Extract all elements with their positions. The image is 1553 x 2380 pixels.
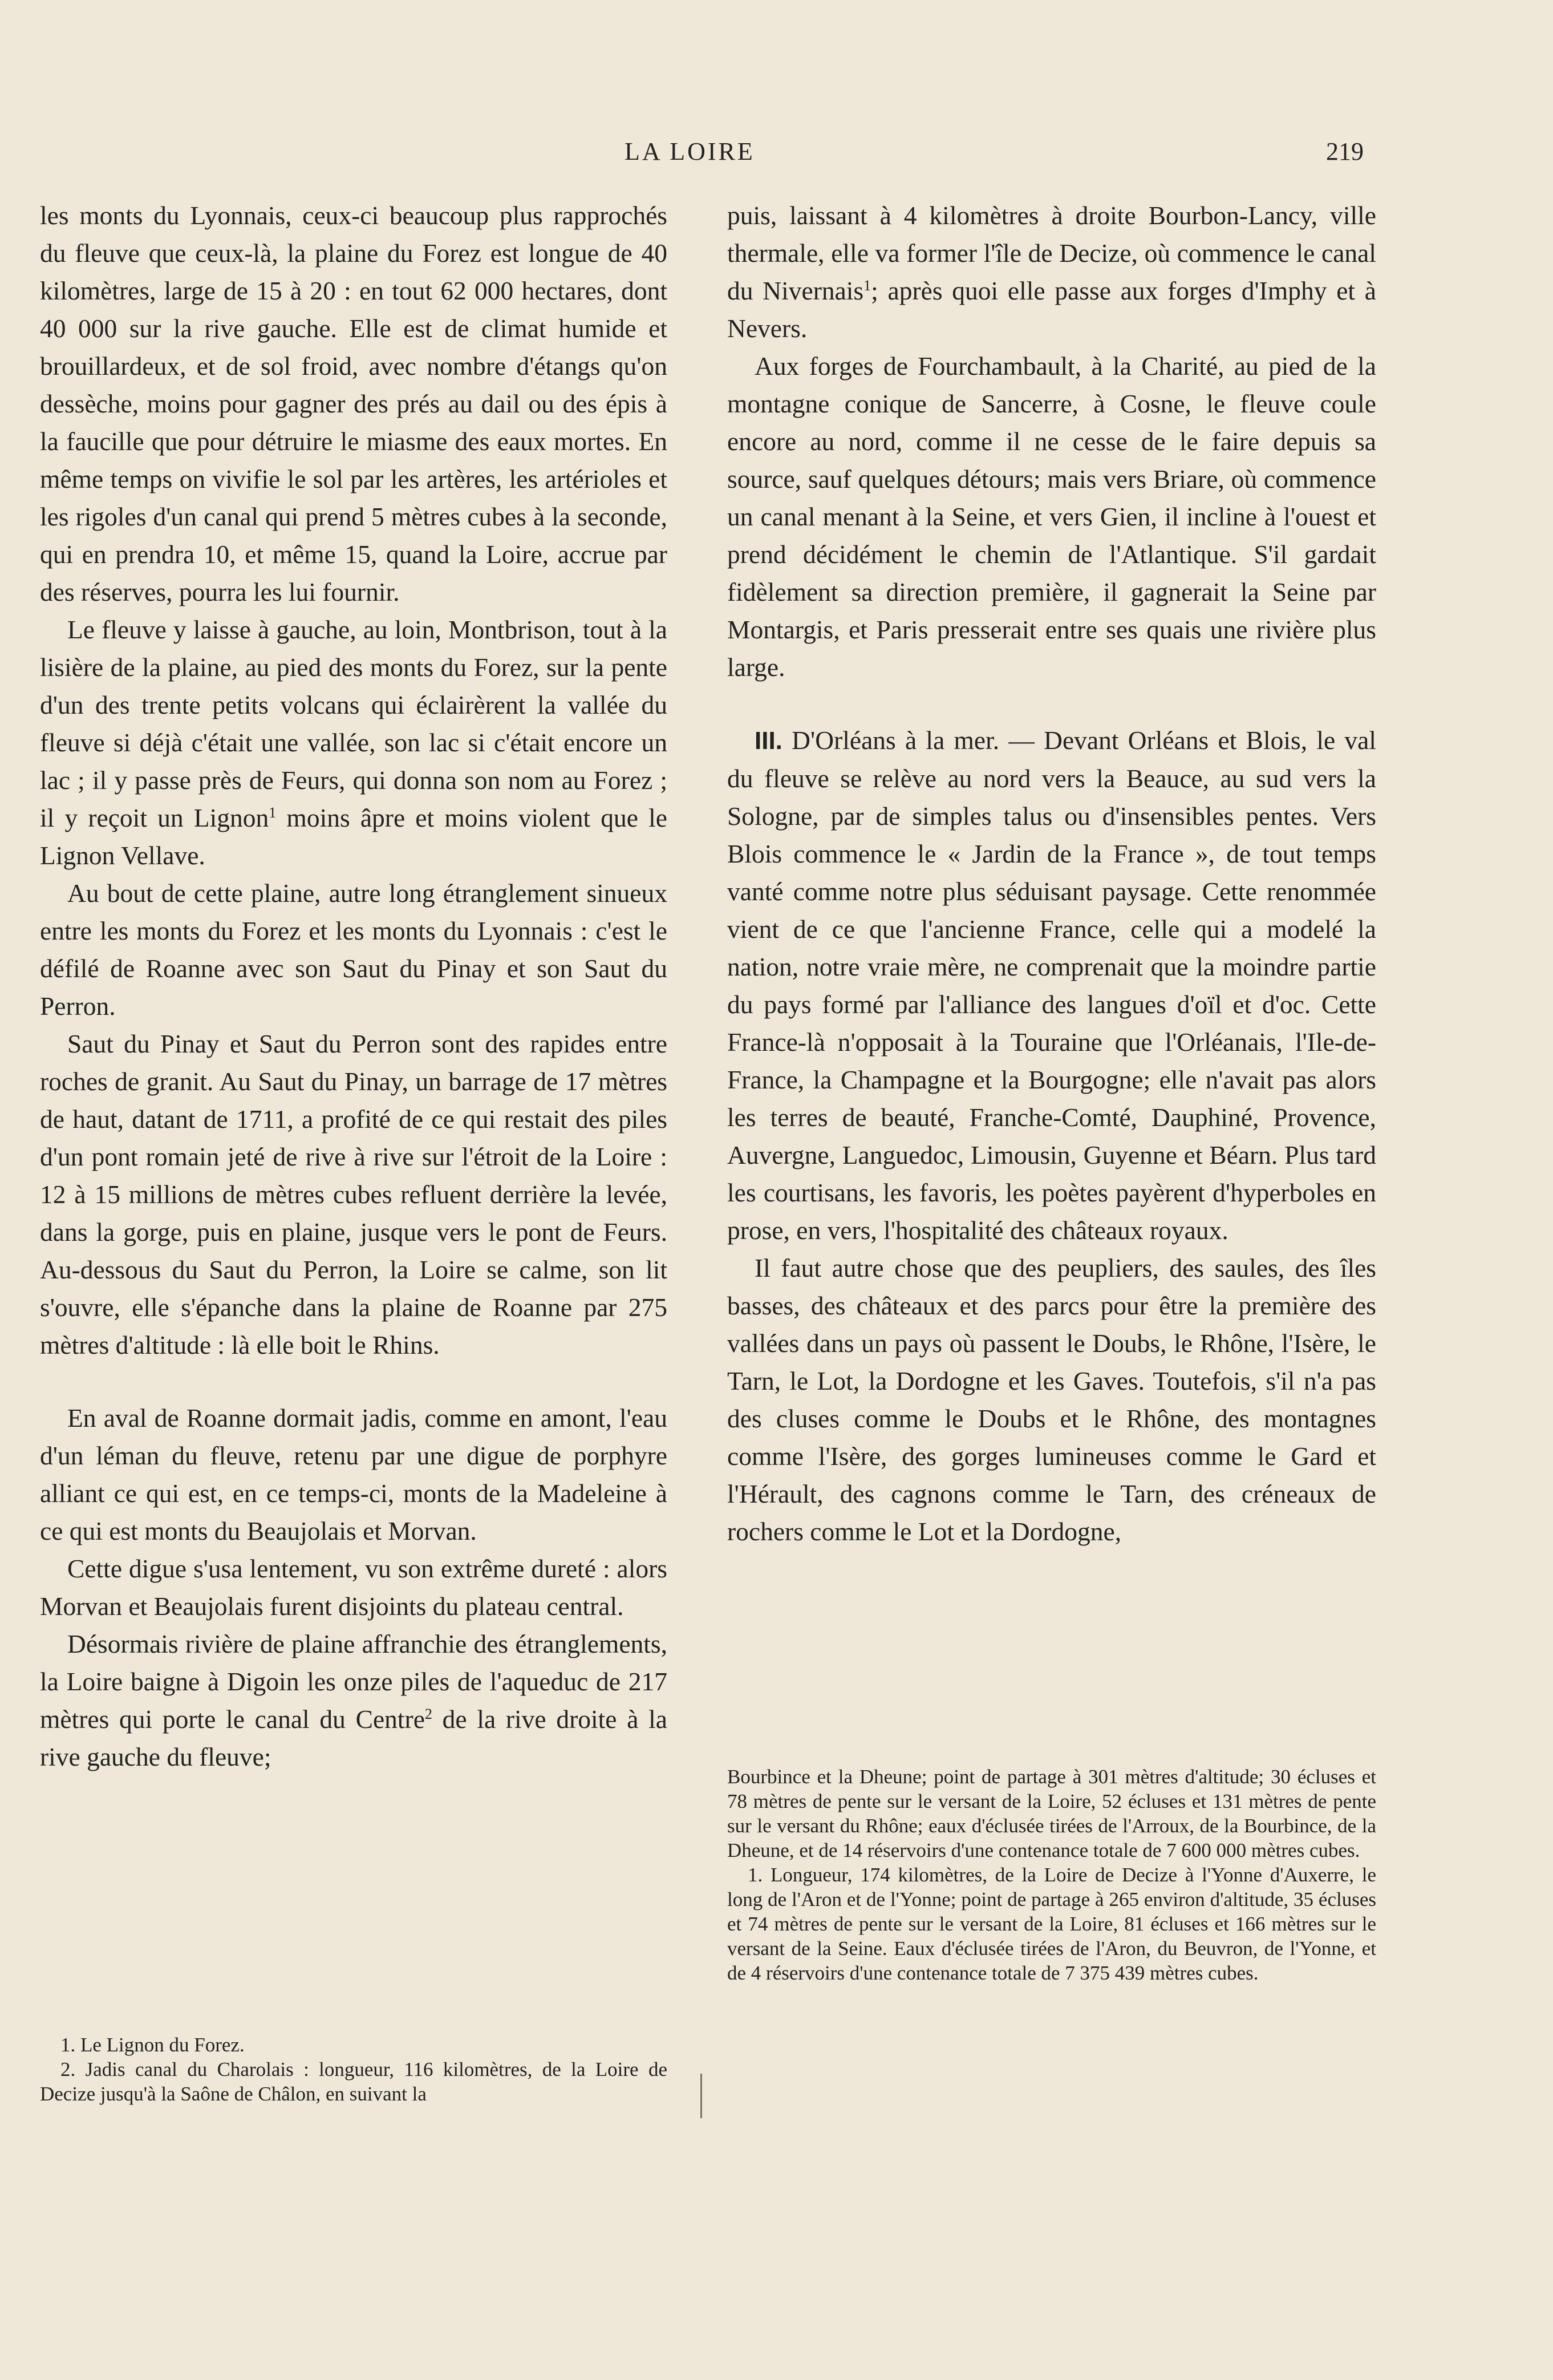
footnote-marker: 1 — [269, 804, 277, 821]
paragraph: Saut du Pinay et Saut du Perron sont des rapides entre roches de granit. Au Saut du Pinay, un barrage de 17 mètres de haut, datant de 1711, a profité de ce qui restait des piles d'un pont romain jeté de rive à rive sur l'étroit de la Loire : 12 à 15 millions de mètres cubes refluent derrière la levée, dans la gorge, puis en plaine, jusque vers le pont de Feurs. Au-dessous du Saut du Perron, la Loire se calme, son lit s'ouvre, elle s'épanche dans la plaine de Roanne par 275 mètres d'altitude : là elle boit le Rhins. — [40, 1029, 667, 1359]
paragraph: puis, laissant à 4 kilomètres à droite Bourbon-Lancy, ville thermale, elle va former l'île de Decize, où commence le canal du Nivernais$^1$; après quoi elle passe aux forges d'Imphy et à Nevers. — [727, 201, 1376, 343]
paragraph: En aval de Roanne dormait jadis, comme en amont, l'eau d'un léman du fleuve, retenu par une digue de porphyre alliant ce qui est, en ce temps-ci, monts de la Madeleine à ce qui est monts du Beaujolais et Morvan. — [40, 1403, 667, 1545]
paragraph: Il faut autre chose que des peupliers, des saules, des îles basses, des châteaux et des parcs pour être la première des vallées dans un pays où passent le Doubs, le Rhône, l'Isère, le Tarn, le Lot, la Dordogne et les Gaves. Toutefois, s'il n'a pas des cluses comme le Doubs et le Rhône, des montagnes comme l'Isère, des gorges lumineuses comme le Gard et l'Hérault, des cagnons comme le Tarn, des créneaux de rochers comme le Lot et la Dordogne, — [727, 1253, 1376, 1546]
footnote: 1. Le Lignon du Forez. — [60, 2034, 245, 2056]
paragraph: Aux forges de Fourchambault, à la Charité, au pied de la montagne conique de Sancerre, à Cosne, le fleuve coule encore au nord, comme il ne cesse de le faire depuis sa source, sauf quelques détours; mais vers Briare, où commence un canal menant à la Seine, et vers Gien, il incline à l'ouest et prend décidément le chemin de l'Atlantique. S'il gardait fidèlement sa direction première, il gagnerait la Seine par Montargis, et Paris presserait entre ses quais une rivière plus large. — [727, 351, 1376, 682]
running-title: LA LOIRE — [625, 137, 755, 165]
paragraph: les monts du Lyonnais, ceux-ci beaucoup plus rapprochés du fleuve que ceux-là, la plaine du Forez est longue de 40 kilomètres, large de 15 à 20 : en tout 62 000 hectares, dont 40 000 sur la rive gauche. Elle est de climat humide et brouillardeux, et de sol froid, avec nombre d'étangs qu'on dessèche, moins pour gagner des prés au dail ou des épis à la faucille que pour détruire le miasme des eaux mortes. En même temps on vivifie le sol par les artères, les artérioles et les rigoles d'un canal qui prend 5 mètres cubes à la seconde, qui en prendra 10, et même 15, quand la Loire, accrue par des réserves, pourra les lui fournir. — [40, 201, 667, 606]
footnote-marker: 1 — [863, 277, 871, 294]
footnote-marker: 2 — [424, 1705, 432, 1722]
paragraph: Désormais rivière de plaine affranchie des étranglements, la Loire baigne à Digoin les onze piles de l'aqueduc de 217 mètres qui porte le canal du Centre$^2$ de la rive droite à la rive gauche du fleuve; — [40, 1629, 667, 1771]
footnotes-left — [40, 2033, 667, 2106]
right-column — [727, 197, 1376, 1551]
footnote: 1. Longueur, 174 kilomètres, de la Loire de Decize à l'Yonne d'Auxerre, le long de l'Aron et de l'Yonne; point de partage à 265 environ d'altitude, 35 écluses et 74 mètres de pente sur le versant de la Loire, 81 écluses et 166 mètres sur le versant de la Seine. Eaux d'éclusée tirées de l'Aron, du Beuvron, de l'Yonne, et de 4 réservoirs d'une contenance totale de 7 375 439 mètres cubes. — [727, 1864, 1376, 1984]
section-number: III. — [755, 727, 782, 755]
footnotes-right — [727, 1764, 1376, 1985]
left-column — [40, 197, 667, 1776]
paragraph: Le fleuve y laisse à gauche, au loin, Montbrison, tout à la lisière de la plaine, au pied des monts du Forez, sur la pente d'un des trente petits volcans qui éclairèrent la vallée du fleuve si déjà c'était une vallée, son lac si c'était encore un lac ; il y passe près de Feurs, qui donna son nom au Forez ; il y reçoit un Lignon$^1$ moins âpre et moins violent que le Lignon Vellave. — [40, 615, 667, 870]
footnote: 2. Jadis canal du Charolais : longueur, 116 kilomètres, de la Loire de Decize jusqu'à la Saône de Châlon, en suivant la — [40, 2058, 667, 2105]
footnote: Bourbince et la Dheune; point de partage à 301 mètres d'altitude; 30 écluses et 78 mètres de pente sur le versant de la Loire, 52 écluses et 131 mètres de pente sur le versant du Rhône; eaux d'éclusée tirées de l'Arroux, de la Bourbince, de la Dheune, et de 14 réservoirs d'une contenance totale de 7 600 000 mètres cubes. — [727, 1766, 1376, 1861]
paragraph: Cette digue s'usa lentement, vu son extrême dureté : alors Morvan et Beaujolais furent disjoints du plateau central. — [40, 1554, 667, 1621]
section-paragraph: III. D'Orléans à la mer. — Devant Orléans et Blois, le val du fleuve se relève au nord vers la Beauce, au sud vers la Sologne, par de simples talus ou d'insensibles pentes. Vers Blois commence le « Jardin de la France », de tout temps vanté comme notre plus séduisant paysage. Cette renommée vient de ce que l'ancienne France, celle qui a modelé la nation, notre vraie mère, ne comprenait que la moindre partie du pays formé par l'alliance des langues d'oïl et d'oc. Cette France-là n'opposait à la Touraine que l'Orléanais, l'Ile-de-France, la Champagne et la Bourgogne; elle n'avait pas alors les terres de beauté, Franche-Comté, Dauphiné, Provence, Auvergne, Languedoc, Limousin, Guyenne et Béarn. Plus tard les courtisans, les favoris, les poètes payèrent d'hyperboles en prose, en vers, l'hospitalité des châteaux royaux. — [727, 726, 1377, 1245]
page-number: 219 — [1326, 137, 1364, 165]
column-rule — [700, 2074, 702, 2118]
paragraph: Au bout de cette plaine, autre long étranglement sinueux entre les monts du Forez et les monts du Lyonnais : c'est le défilé de Roanne avec son Saut du Pinay et son Saut du Perron. — [40, 879, 667, 1021]
